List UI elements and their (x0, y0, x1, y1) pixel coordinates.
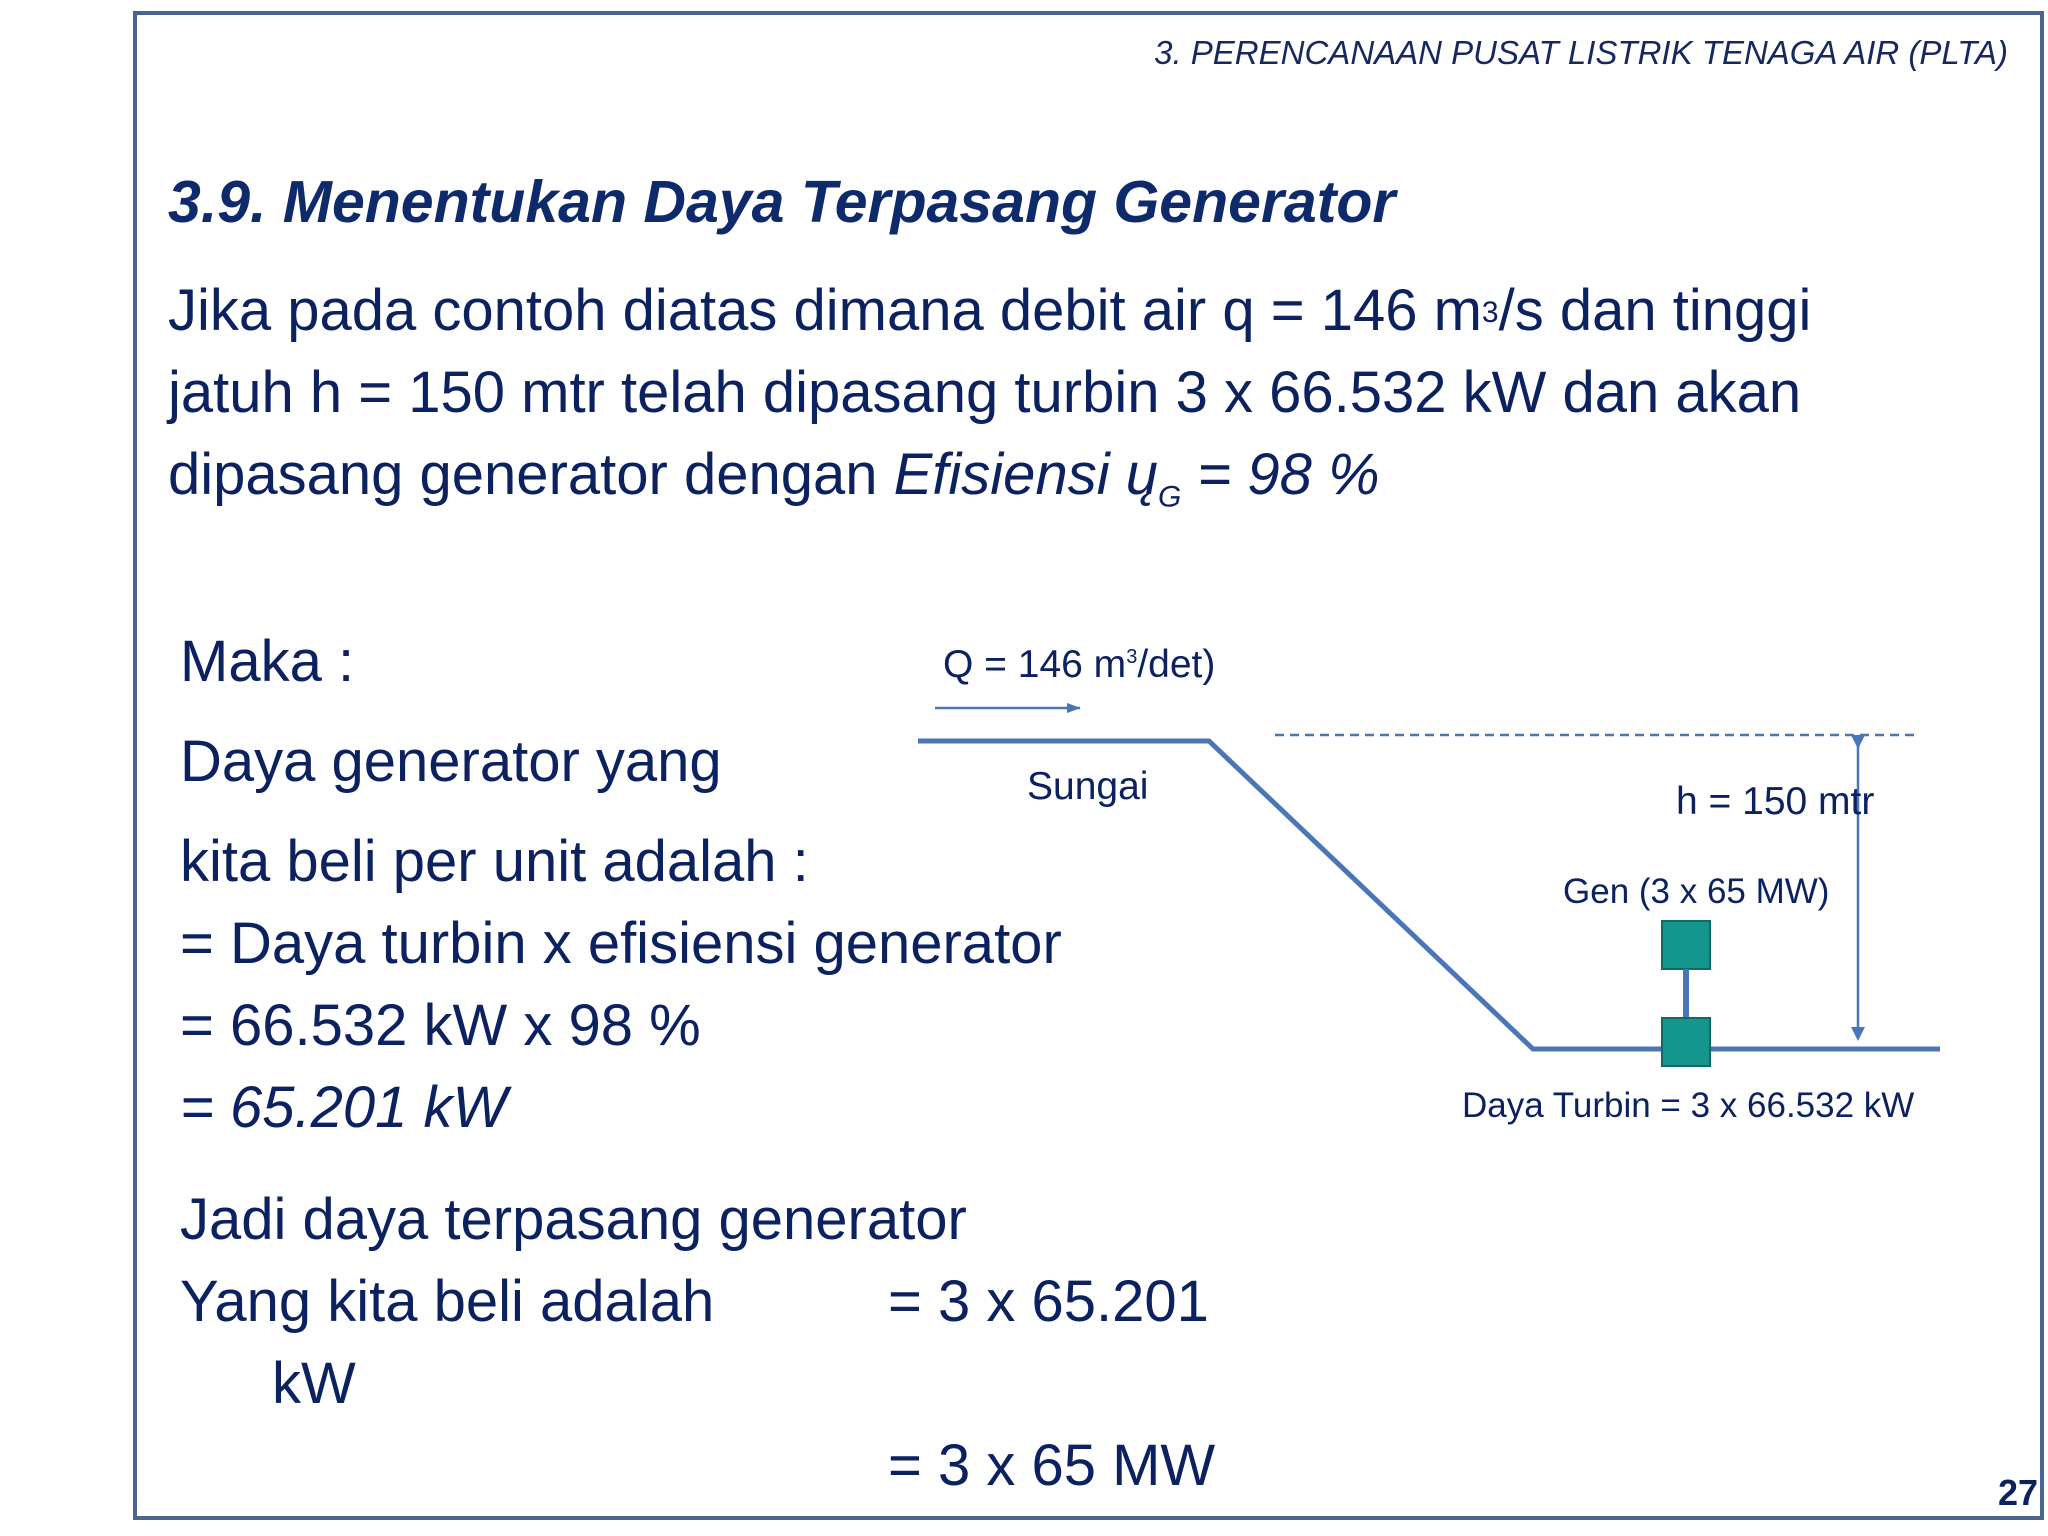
calc-line-1: Daya generator yang (180, 729, 722, 794)
flow-label: Q = 146 $m^3/\det$) (943, 643, 1216, 686)
conclusion-value-1: = 3 x 65.201 (888, 1269, 1209, 1334)
intro-line-3: dipasang generator dengan Efisiensi $ų_G = 98$ % (168, 442, 1380, 514)
conclusion-unit: kW (272, 1351, 356, 1416)
intro-line-2: jatuh h = 150 mtr telah dipasang turbin 3 x 66.532 kW dan akan (168, 360, 1802, 425)
calc-line-2: kita beli per unit adalah : (180, 829, 809, 894)
head-label: h = 150 mtr (1676, 780, 1875, 823)
conclusion-value-2: = 3 x 65 MW (888, 1433, 1216, 1498)
generator-unit (1662, 921, 1710, 969)
calc-result: = 65.201 kW (180, 1075, 508, 1140)
river-label: Sungai (1027, 765, 1149, 808)
generator-label: Gen (3 x 65 MW) (1563, 872, 1830, 911)
calc-line-4: = 66.532 kW x 98 % (180, 993, 701, 1058)
calc-line-3: = Daya turbin x efisiensi generator (180, 911, 1062, 976)
turbine-unit (1662, 1018, 1710, 1066)
page-number: 27 (1997, 1472, 2038, 1513)
conclusion-label: Yang kita beli adalah (180, 1269, 715, 1334)
turbine-label: Daya Turbin = 3 x 66.532 kW (1462, 1086, 1915, 1125)
slide-title: 3.9. Menentukan Daya Terpasang Generator (168, 169, 1396, 235)
intro-line-1: Jika pada contoh diatas dimana debit air q = 146 $m^3/s$ dan tinggi (168, 278, 1812, 343)
section-header: 3. PERENCANAAN PUSAT LISTRIK TENAGA AIR (PLTA) (1154, 34, 2008, 71)
conclusion-line-1: Jadi daya terpasang generator (180, 1187, 967, 1252)
maka-label: Maka : (180, 629, 355, 694)
